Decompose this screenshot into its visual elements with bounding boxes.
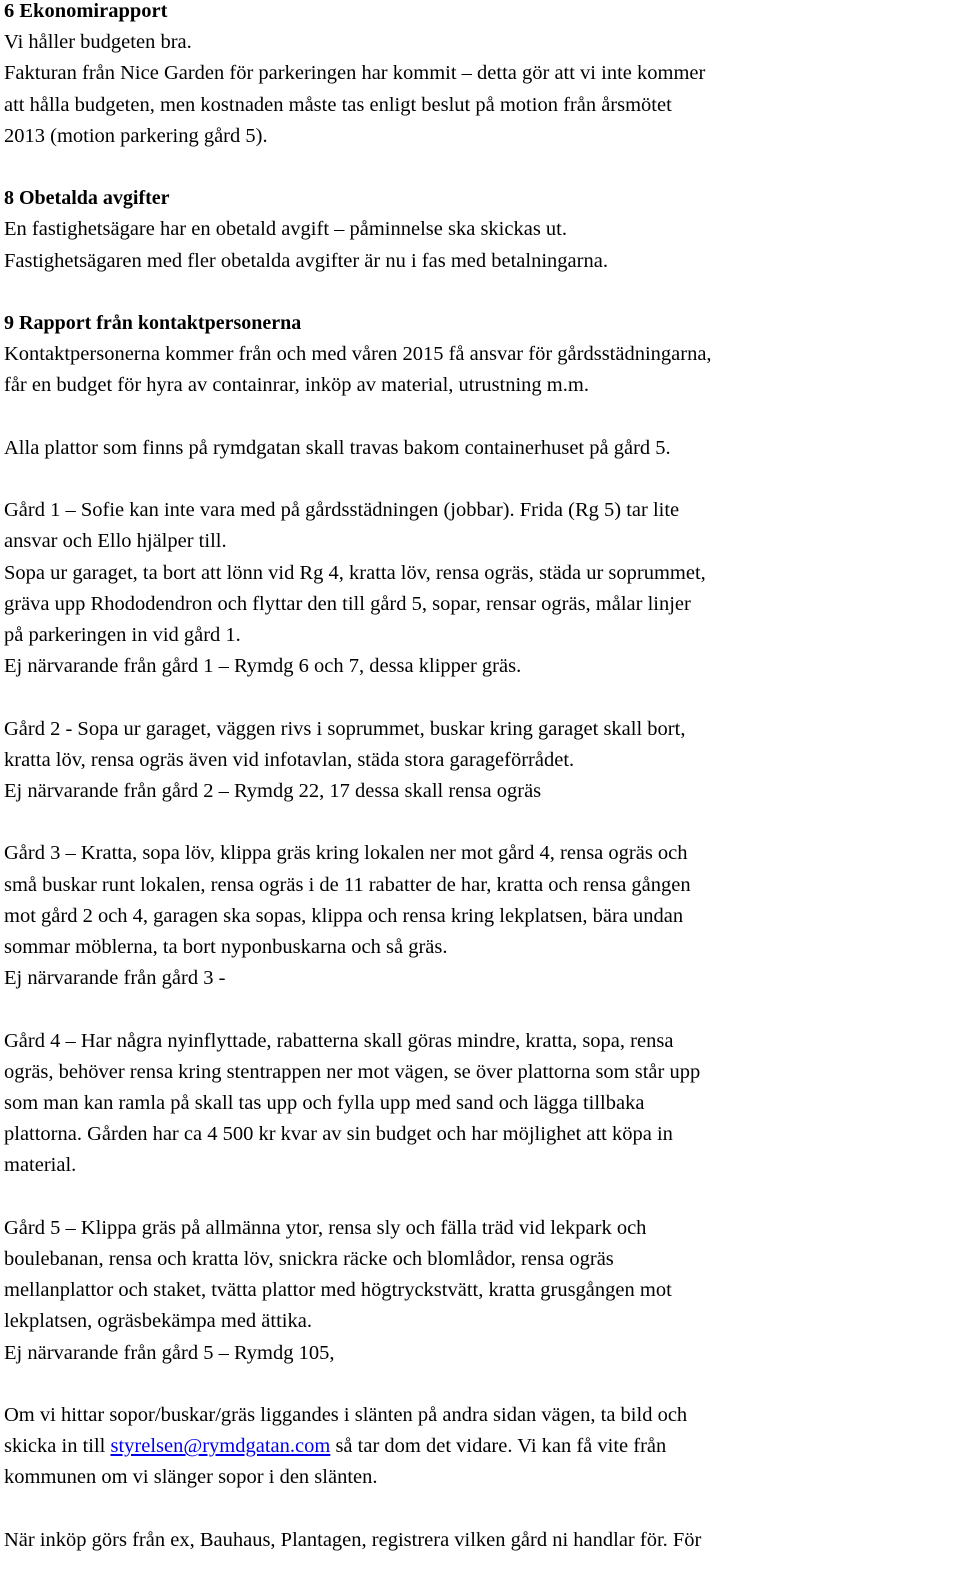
gard3-line: sommar möblerna, ta bort nyponbuskarna och så gräs. — [4, 936, 448, 958]
paragraph-gap — [4, 1494, 954, 1525]
paragraph-line: 2013 (motion parkering gård 5). — [4, 124, 268, 147]
sopor-line-with-email — [4, 1431, 954, 1462]
paragraph-gap — [4, 464, 954, 495]
heading-ekonomirapport: 6 Ekonomirapport — [4, 0, 168, 22]
gard2-line: kratta löv, rensa ogräs även vid infotavlan, städa stora garageförrådet. — [4, 748, 575, 771]
heading-rapport-kontaktpersonerna: 9 Rapport från kontaktpersonerna — [4, 312, 302, 334]
paragraph-line: En fastighetsägare har en obetald avgift – påminnelse ska skickas ut. — [4, 218, 567, 241]
paragraph-gap — [4, 152, 954, 183]
paragraph-gap — [4, 1182, 954, 1213]
gard1-line: gräva upp Rhododendron och flyttar den till gård 5, sopar, rensar ogräs, målar linjer — [4, 592, 691, 615]
paragraph-line: får en budget för hyra av containrar, inköp av material, utrustning m.m. — [4, 374, 589, 397]
sopor-line: kommunen om vi slänger sopor i den slänten. — [4, 1466, 378, 1489]
paragraph-line: Fastighetsägaren med fler obetalda avgifter är nu i fas med betalningarna. — [4, 249, 608, 272]
gard5-line: Gård 5 – Klippa gräs på allmänna ytor, rensa sly och fälla träd vid lekpark och — [4, 1216, 647, 1239]
heading-obetalda-avgifter: 8 Obetalda avgifter — [4, 187, 170, 210]
gard1-line: Gård 1 – Sofie kan inte vara med på gårdsstädningen (jobbar). Frida (Rg 5) tar lite — [4, 499, 680, 522]
paragraph-gap — [4, 807, 954, 838]
gard4-line: ogräs, behöver rensa kring stentrappen ner mot vägen, se över plattorna som står upp — [4, 1060, 701, 1083]
sopor-text-after: så tar dom det vidare. Vi kan få vite från — [330, 1435, 667, 1458]
paragraph-line: att hålla budgeten, men kostnaden måste tas enligt beslut på motion från årsmötet — [4, 93, 672, 116]
gard4-line: som man kan ramla på skall tas upp och fylla upp med sand och lägga tillbaka — [4, 1092, 645, 1114]
gard2-line: Gård 2 - Sopa ur garaget, väggen rivs i soprummet, buskar kring garaget skall bort, — [4, 717, 686, 740]
paragraph-inkop: När inköp görs från ex, Bauhaus, Plantagen, registrera vilken gård ni handlar för. För — [4, 1528, 702, 1551]
gard5-line: Ej närvarande från gård 5 – Rymdg 105, — [4, 1341, 335, 1364]
paragraph-gap — [4, 682, 954, 713]
gard3-line: små buskar runt lokalen, rensa ogräs i de 11 rabatter de har, kratta och rensa gången — [4, 873, 691, 896]
paragraph-gap — [4, 994, 954, 1025]
gard1-line: på parkeringen in vid gård 1. — [4, 624, 241, 646]
gard3-line: Gård 3 – Kratta, sopa löv, klippa gräs kring lokalen ner mot gård 4, rensa ogräs och — [4, 842, 688, 865]
gard1-line: Ej närvarande från gård 1 – Rymdg 6 och 7, dessa klipper gräs. — [4, 655, 522, 678]
document-page — [4, 0, 954, 1556]
gard4-line: Gård 4 – Har några nyinflyttade, rabatterna skall göras mindre, kratta, sopa, rensa — [4, 1029, 674, 1052]
email-link[interactable]: styrelsen@rymdgatan.com — [110, 1435, 331, 1458]
gard5-line: lekplatsen, ogräsbekämpa med ättika. — [4, 1310, 312, 1333]
paragraph-plattor: Alla plattor som finns på rymdgatan skall travas bakom containerhuset på gård 5. — [4, 436, 671, 459]
gard4-line: material. — [4, 1154, 77, 1177]
gard5-line: boulebanan, rensa och kratta löv, snickra räcke och blomlådor, rensa ogräs — [4, 1248, 614, 1270]
paragraph-line: Kontaktpersonerna kommer från och med våren 2015 få ansvar för gårdsstädningarna, — [4, 343, 712, 366]
gard3-line: Ej närvarande från gård 3 - — [4, 967, 226, 990]
paragraph-gap — [4, 402, 954, 433]
gard1-line: Sopa ur garaget, ta bort att lönn vid Rg 4, kratta löv, rensa ogräs, städa ur soprummet, — [4, 561, 706, 584]
gard5-line: mellanplattor och staket, tvätta plattor med högtryckstvätt, kratta grusgången mot — [4, 1279, 672, 1302]
gard4-line: plattorna. Gården har ca 4 500 kr kvar av sin budget och har möjlighet att köpa in — [4, 1123, 673, 1146]
gard3-line: mot gård 2 och 4, garagen ska sopas, klippa och rensa kring lekplatsen, bära undan — [4, 904, 684, 927]
sopor-text-before: skicka in till — [4, 1435, 111, 1458]
sopor-line: Om vi hittar sopor/buskar/gräs liggandes i slänten på andra sidan vägen, ta bild och — [4, 1404, 688, 1426]
paragraph-line: Vi håller budgeten bra. — [4, 31, 192, 54]
paragraph-line: Fakturan från Nice Garden för parkeringen har kommit – detta gör att vi inte kommer — [4, 62, 706, 85]
gard2-line: Ej närvarande från gård 2 – Rymdg 22, 17 dessa skall rensa ogräs — [4, 780, 542, 802]
paragraph-gap — [4, 277, 954, 308]
gard1-line: ansvar och Ello hjälper till. — [4, 530, 227, 553]
paragraph-gap — [4, 1369, 954, 1400]
